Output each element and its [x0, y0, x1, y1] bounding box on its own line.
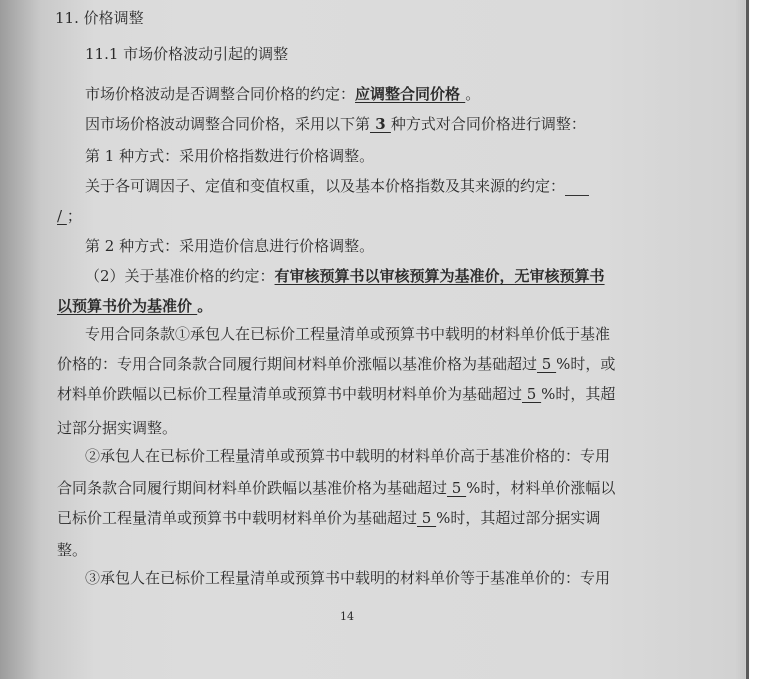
label: 因市场价格波动调整合同价格，采用以下第	[85, 115, 371, 133]
filled-value: 5	[537, 355, 557, 373]
label: 关于各可调因子、定值和变值权重，以及基本价格指数及其来源的约定：	[85, 177, 566, 195]
label: 市场价格波动是否调整合同价格的约定：	[85, 85, 356, 103]
paragraph-price-adjust	[85, 84, 480, 104]
filled-value: 有审核预算书以审核预算为基准价，无审核预算书	[274, 267, 605, 285]
paragraph-base-price-cont	[57, 296, 212, 316]
blank-line	[565, 179, 589, 196]
label: 种方式对合同价格进行调整：	[390, 115, 586, 133]
filled-value: 5	[447, 479, 467, 497]
paragraph-base-price	[85, 266, 605, 286]
paragraph-clause-1: 专用合同条款①承包人在已标价工程量清单或预算书中载明的材料单价低于基准	[85, 325, 611, 343]
label: %时，或	[556, 355, 616, 373]
paragraph-clause-1-line-4: 过部分据实调整。	[57, 419, 178, 437]
filled-value: 3	[370, 115, 391, 133]
filled-value: 5	[417, 509, 437, 527]
label: （2）关于基准价格的约定：	[85, 267, 275, 285]
label: %时，材料单价涨幅以	[466, 479, 616, 497]
label: %时，其超过部分据实调	[436, 509, 601, 527]
filled-value: /	[57, 207, 67, 225]
label: 。	[197, 297, 213, 315]
subsection-heading: 11.1 市场价格波动引起的调整	[85, 45, 289, 63]
filled-value: 应调整合同价格	[355, 85, 466, 103]
label: ；	[66, 207, 82, 225]
paragraph-method-1: 第 1 种方式：采用价格指数进行价格调整。	[85, 147, 375, 165]
label: 材料单价跌幅以已标价工程量清单或预算书中载明材料单价为基础超过	[57, 385, 523, 403]
paragraph-clause-2-line-3	[57, 508, 600, 528]
filled-value: 5	[522, 385, 542, 403]
paragraph-index-agreement-cont	[57, 206, 82, 226]
section-heading: 11. 价格调整	[55, 9, 144, 27]
paragraph-clause-1-line-2	[57, 354, 615, 374]
label: 合同条款合同履行期间材料单价跌幅以基准价格为基础超过	[57, 479, 448, 497]
paragraph-clause-3: ③承包人在已标价工程量清单或预算书中载明的材料单价等于基准单价的：专用	[85, 569, 611, 587]
page-edge	[746, 0, 749, 679]
paragraph-clause-2-line-4: 整。	[57, 541, 88, 559]
label: 。	[465, 85, 481, 103]
filled-value: 以预算书价为基准价	[57, 297, 198, 315]
paragraph-method-2: 第 2 种方式：采用造价信息进行价格调整。	[85, 237, 375, 255]
label: %时，其超	[541, 385, 616, 403]
label: 价格的：专用合同条款合同履行期间材料单价涨幅以基准价格为基础超过	[57, 355, 538, 373]
paragraph-index-agreement	[85, 176, 589, 196]
paragraph-clause-1-line-3	[57, 384, 615, 404]
paragraph-clause-2-line-2	[57, 478, 615, 498]
page-number: 14	[340, 610, 354, 623]
paragraph-clause-2: ②承包人在已标价工程量清单或预算书中载明的材料单价高于基准价格的：专用	[85, 447, 611, 465]
paragraph-method-choice	[85, 114, 586, 134]
label: 已标价工程量清单或预算书中载明材料单价为基础超过	[57, 509, 418, 527]
